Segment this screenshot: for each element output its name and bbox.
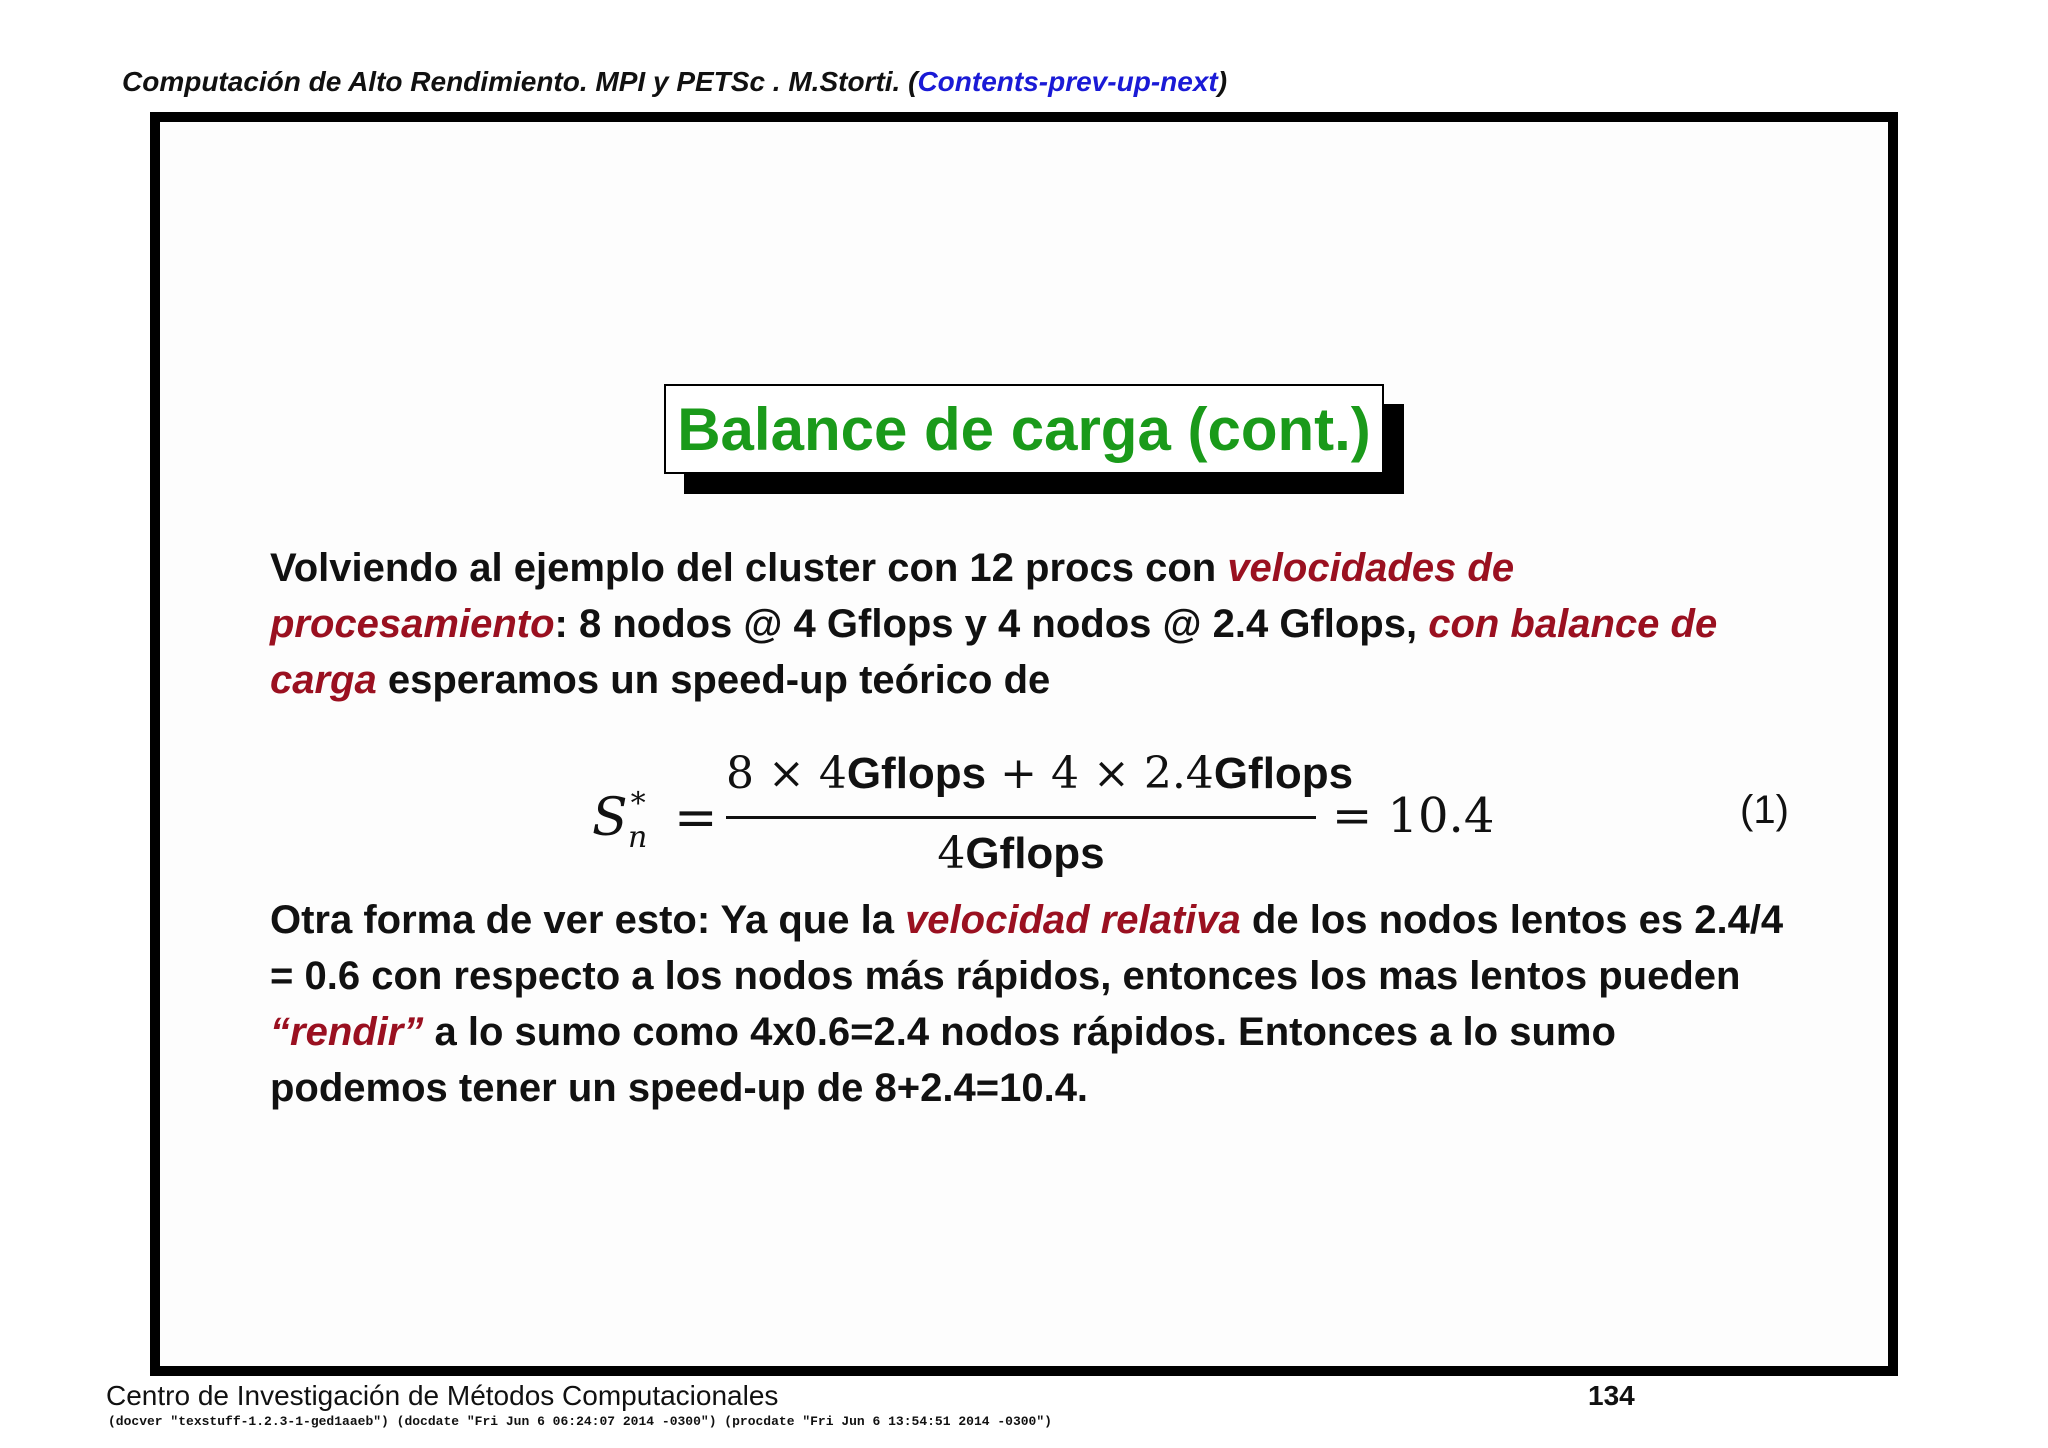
unit-label: Gflops [846,749,987,798]
unit-label: Gflops [1213,749,1354,798]
slide-title-box [664,384,1384,474]
slide-title: Balance de carga (cont.) [664,384,1384,474]
fraction-bar [726,816,1316,819]
denominator-term: 4 [937,828,966,879]
equals-sign: = [674,788,718,848]
page-number: 134 [1588,1380,1635,1411]
paragraph-text: Volviendo al ejemplo del cluster con 12 procs con [270,546,1228,590]
slide-frame [150,112,1898,1376]
emphasis-text: velocidades de procesamiento [270,546,1515,646]
fraction-denominator [726,828,1316,879]
equation-lhs [592,780,718,855]
paragraph-intro [270,540,1790,708]
nav-next-link[interactable]: next [1160,66,1218,97]
unit-label: Gflops [965,829,1105,878]
nav-prev-link[interactable]: prev [1048,66,1108,97]
paragraph-text: : 8 nodos @ 4 Gflops y 4 nodos @ 2.4 Gflops, [554,602,1429,646]
paragraph-explanation [270,892,1790,1116]
nav-contents-link[interactable]: Contents [917,66,1039,97]
paragraph-text: a lo sumo como 4x0.6=2.4 nodos rápidos. Entonces a lo sumo podemos tener un speed-up de 8+2.4=10.4. [270,1010,1616,1110]
paragraph-text: Otra forma de ver esto: Ya que la [270,898,906,942]
equation-result: = 10.4 [1332,788,1495,844]
emphasis-text: velocidad relativa [905,898,1241,942]
emphasis-text: con balance de carga [270,602,1718,702]
fraction [726,748,1354,898]
document-metadata: (docver "texstuff-1.2.3-1-ged1aaeb") (docdate "Fri Jun 6 06:24:07 2014 -0300") (procdate "Fri Jun 6 13:54:51 2014 -0300") [108,1414,1052,1429]
running-header [122,66,1227,98]
nav-separator: - [1150,66,1161,97]
paragraph-text: de los nodos lentos es 2.4/4 = 0.6 con respecto a los nodos más rápidos, entonces los mas lentos pueden [270,898,1784,998]
nav-up-link[interactable]: up [1116,66,1151,97]
header-close-paren: ) [1217,66,1228,97]
superscript-star: ∗ [628,780,649,815]
fraction-numerator [726,748,1354,799]
speedup-equation [160,748,1888,898]
subscript-n: n [628,820,648,855]
nav-separator: - [1038,66,1049,97]
speedup-symbol: S [592,788,628,848]
nav-separator: - [1107,66,1117,97]
footer-institution: Centro de Investigación de Métodos Computacionales [106,1380,779,1411]
equation-number: (1) [1740,788,1789,832]
numerator-term: + 4 × 2.4 [986,748,1214,799]
emphasis-text: “rendir” [270,1010,424,1054]
paragraph-text: esperamos un speed-up teórico de [376,658,1051,702]
numerator-term: 8 × 4 [726,748,847,799]
header-text: Computación de Alto Rendimiento. MPI y PETSc . M.Storti. ( [122,66,918,97]
